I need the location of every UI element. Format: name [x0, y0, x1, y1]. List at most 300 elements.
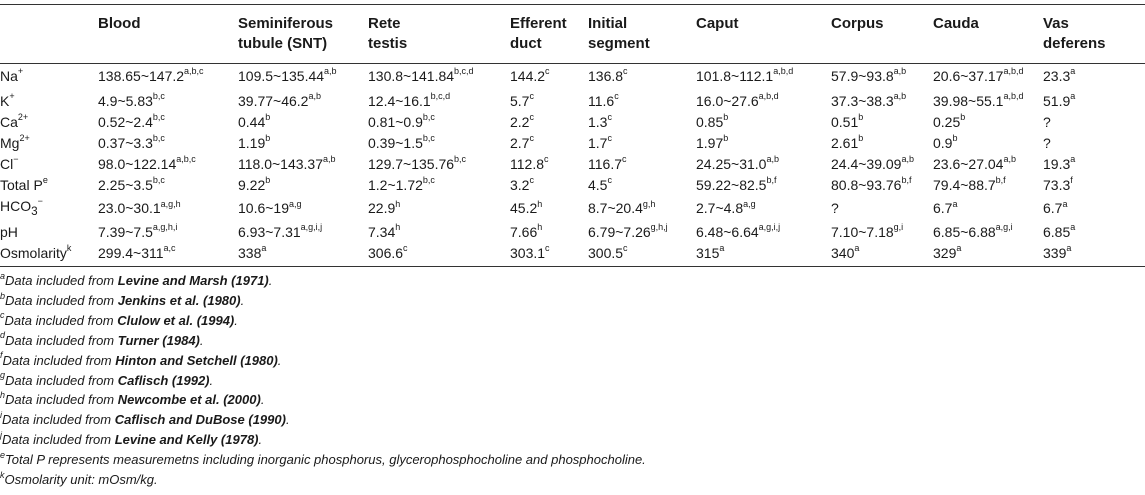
row-label-superscript: e	[42, 175, 48, 186]
cell-footnote-marks: a	[1066, 243, 1072, 254]
cell-footnote-marks: a	[1070, 91, 1076, 102]
cell-footnote-marks: a,b	[324, 66, 337, 77]
cell-value: 24.4~39.09	[831, 156, 902, 172]
cell-footnote-marks: c	[529, 112, 534, 123]
table-cell	[510, 154, 588, 175]
cell-footnote-marks: c	[622, 154, 627, 165]
footnote-reference: Caflisch (1992)	[117, 372, 210, 388]
cell-value: 4.9~5.83	[98, 93, 153, 109]
cell-footnote-marks: g,h,j	[650, 222, 668, 233]
footnote-text: Data included from	[2, 412, 115, 428]
table-cell	[588, 154, 696, 175]
row-label-text: Ca	[0, 114, 18, 130]
table-cell	[696, 196, 831, 222]
row-label-superscript: +	[9, 91, 15, 102]
cell-value: 138.65~147.2	[98, 68, 185, 84]
footnote-mark: b	[0, 290, 6, 301]
row-label-superscript: −	[37, 196, 43, 207]
cell-footnote-marks: c	[529, 91, 534, 102]
cell-value: 1.2~1.72	[368, 177, 423, 193]
cell-footnote-marks: c	[529, 175, 534, 186]
cell-footnote-marks: b	[265, 133, 271, 144]
cell-value: 300.5	[588, 244, 624, 261]
table-row	[0, 91, 1145, 112]
row-label	[0, 133, 98, 154]
footnote	[0, 371, 1145, 391]
cell-value: 338	[238, 244, 262, 261]
cell-footnote-marks: a,g,i,j	[758, 222, 781, 233]
cell-value: 0.51	[831, 114, 859, 130]
footnote-reference: Hinton and Setchell (1980)	[115, 352, 278, 368]
footnote-mark: k	[0, 469, 5, 480]
table-cell	[1043, 54, 1145, 91]
table-cell	[588, 91, 696, 112]
cell-value: 130.8~141.84	[368, 68, 455, 84]
footnote-end: .	[199, 332, 204, 348]
cell-footnote-marks: b	[723, 112, 729, 123]
table-cell	[98, 154, 238, 175]
table-cell	[238, 154, 368, 175]
footnote	[0, 271, 1145, 291]
cell-value: 1.7	[588, 135, 608, 151]
cell-footnote-marks: b	[858, 133, 864, 144]
cell-footnote-marks: b,f	[901, 175, 912, 186]
table-cell	[238, 175, 368, 196]
cell-value: 24.25~31.0	[696, 156, 767, 172]
table-cell	[368, 243, 510, 264]
cell-value: 2.2	[510, 114, 530, 130]
table-cell	[510, 133, 588, 154]
footnote	[0, 430, 1145, 450]
row-label-text: Na	[0, 68, 18, 84]
cell-value: ?	[831, 200, 839, 217]
cell-footnote-marks: b,c,d	[454, 66, 474, 77]
footnote-mark: e	[0, 449, 6, 460]
table-cell	[696, 54, 831, 91]
row-label-text: Mg	[0, 135, 20, 151]
cell-value: 57.9~93.8	[831, 68, 894, 84]
table-cell	[98, 133, 238, 154]
cell-footnote-marks: b,f	[766, 175, 777, 186]
table-row	[0, 175, 1145, 196]
table-cell	[696, 243, 831, 264]
cell-value: 2.7	[510, 135, 530, 151]
cell-value: 6.85~6.88	[933, 223, 996, 240]
footnote-end: .	[258, 432, 263, 448]
table-cell	[510, 175, 588, 196]
cell-value: 6.85	[1043, 223, 1071, 240]
column-header	[510, 5, 588, 54]
cell-value: 45.2	[510, 200, 538, 217]
row-label-superscript: +	[17, 66, 24, 77]
table-cell	[1043, 112, 1145, 133]
column-header-line2: segment	[588, 35, 650, 52]
footnote-end: .	[268, 273, 273, 288]
cell-footnote-marks: c	[607, 133, 612, 144]
footnote-mark: f	[0, 350, 3, 361]
row-label-text: pH	[0, 223, 18, 240]
row-label	[0, 196, 98, 222]
footnote	[0, 351, 1145, 371]
cell-value: 101.8~112.1	[696, 68, 774, 84]
cell-footnote-marks: b	[265, 175, 271, 186]
cell-value: 79.4~88.7	[933, 177, 996, 193]
column-header	[831, 5, 933, 54]
footnote-text: Data included from	[5, 392, 118, 408]
footnote-reference: Clulow et al. (1994)	[117, 312, 235, 328]
table-cell	[1043, 222, 1145, 243]
cell-footnote-marks: b	[723, 133, 729, 144]
footnote-mark: g	[0, 370, 6, 381]
column-header	[1043, 5, 1145, 54]
row-label-text: Cl	[0, 156, 14, 172]
cell-footnote-marks: c	[614, 91, 619, 102]
cell-value: 39.98~55.1	[933, 93, 1004, 109]
table-cell	[238, 243, 368, 264]
cell-footnote-marks: a,b,d	[1003, 91, 1024, 102]
cell-value: 0.44	[238, 114, 266, 130]
cell-footnote-marks: a	[956, 243, 962, 254]
cell-value: 80.8~93.76	[831, 177, 902, 193]
table-cell	[238, 54, 368, 91]
footnote-end: .	[260, 392, 265, 408]
cell-footnote-marks: a,b	[766, 154, 779, 165]
row-label	[0, 243, 98, 264]
cell-footnote-marks: c	[545, 243, 550, 254]
footnote-mark: i	[0, 410, 2, 421]
footnote-reference: Jenkins et al. (1980)	[117, 292, 241, 308]
table-cell	[831, 133, 933, 154]
cell-footnote-marks: a,b	[893, 91, 907, 102]
table-cell	[831, 91, 933, 112]
cell-value: 136.8	[588, 68, 624, 84]
cell-value: 340	[831, 244, 855, 261]
cell-footnote-marks: a	[1070, 222, 1076, 233]
cell-value: 22.9	[368, 200, 396, 217]
table-cell	[933, 175, 1043, 196]
footnote-mark: h	[0, 390, 6, 401]
footnote-text: Data included from	[5, 332, 118, 348]
cell-value: 7.66	[510, 223, 538, 240]
cell-value: 8.7~20.4	[588, 200, 643, 217]
row-label-text: Total P	[0, 177, 43, 193]
cell-footnote-marks: a,b	[323, 154, 336, 165]
footnote-text: Data included from	[2, 432, 115, 448]
row-label-text: K	[0, 93, 10, 109]
cell-footnote-marks: b,f	[995, 175, 1006, 186]
footnote-reference: Newcombe et al. (2000)	[117, 392, 261, 408]
table-cell	[510, 112, 588, 133]
footnote	[0, 470, 1145, 490]
table-cell	[98, 243, 238, 264]
table-cell	[831, 222, 933, 243]
cell-footnote-marks: a,b,d	[1003, 66, 1024, 77]
cell-footnote-marks: a,g	[289, 198, 302, 209]
column-header	[588, 5, 696, 54]
column-header-line1: Corpus	[831, 15, 884, 32]
cell-value: 144.2	[510, 68, 546, 84]
column-header-line1: Initial	[588, 15, 628, 32]
table-cell	[98, 54, 238, 91]
cell-value: 0.52~2.4	[98, 114, 153, 130]
row-label	[0, 175, 98, 196]
row-label-text: HCO	[0, 198, 32, 214]
cell-value: 19.3	[1043, 156, 1071, 172]
table-cell	[696, 133, 831, 154]
table-row	[0, 54, 1145, 91]
table-cell	[696, 175, 831, 196]
cell-footnote-marks: h	[537, 198, 543, 209]
cell-footnote-marks: c	[607, 175, 612, 186]
cell-value: 16.0~27.6	[696, 93, 759, 109]
cell-value: 0.81~0.9	[368, 114, 423, 130]
cell-footnote-marks: h	[537, 222, 543, 233]
cell-value: 73.3	[1043, 177, 1071, 193]
table-cell	[933, 54, 1043, 91]
column-header-line2: deferens	[1043, 35, 1106, 52]
cell-value: 0.39~1.5	[368, 135, 423, 151]
cell-value: ?	[1043, 114, 1051, 130]
table-cell	[696, 91, 831, 112]
table-cell	[933, 222, 1043, 243]
cell-value: 10.6~19	[238, 200, 289, 217]
cell-footnote-marks: b	[960, 112, 966, 123]
cell-footnote-marks: c	[623, 243, 628, 254]
footnote-mark: a	[0, 270, 6, 281]
row-label-superscript: 2+	[17, 112, 29, 123]
table-cell	[98, 91, 238, 112]
cell-footnote-marks: b,c	[422, 112, 435, 123]
cell-footnote-marks: a,g,h	[160, 198, 181, 209]
cell-footnote-marks: b,c	[422, 175, 435, 186]
cell-value: 109.5~135.44	[238, 68, 325, 84]
row-label	[0, 54, 98, 91]
cell-footnote-marks: b	[952, 133, 958, 144]
cell-value: 112.8	[510, 156, 544, 172]
table-cell	[588, 112, 696, 133]
header-row	[0, 5, 1145, 54]
cell-footnote-marks: g,h	[642, 198, 656, 209]
table-row	[0, 196, 1145, 222]
table-cell	[588, 54, 696, 91]
table-cell	[238, 133, 368, 154]
table-cell	[510, 222, 588, 243]
table-cell	[368, 222, 510, 243]
table-cell	[831, 196, 933, 222]
footnote-reference: Caflisch and DuBose (1990)	[114, 412, 286, 428]
cell-footnote-marks: b,c	[152, 112, 165, 123]
cell-value: 329	[933, 244, 957, 261]
cell-footnote-marks: a,g,i,j	[300, 222, 323, 233]
table-cell	[696, 222, 831, 243]
cell-footnote-marks: h	[395, 222, 401, 233]
table-cell	[933, 91, 1043, 112]
cell-footnote-marks: c	[544, 154, 549, 165]
row-label-text: Osmolarity	[0, 244, 67, 261]
column-header-line2: testis	[368, 35, 408, 52]
cell-footnote-marks: a,g	[743, 198, 756, 209]
column-header-line2: duct	[510, 35, 542, 52]
row-label	[0, 112, 98, 133]
row-label-superscript: 2+	[19, 133, 30, 144]
cell-footnote-marks: b,c	[152, 175, 165, 186]
cell-footnote-marks: h	[395, 198, 401, 209]
footnote-reference: Levine and Marsh (1971)	[117, 273, 269, 288]
cell-footnote-marks: b	[265, 112, 271, 123]
cell-footnote-marks: b,c	[152, 133, 165, 144]
cell-value: 4.5	[588, 177, 608, 193]
cell-value: 7.39~7.5	[98, 223, 153, 240]
cell-value: 118.0~143.37	[238, 156, 323, 172]
cell-footnote-marks: b	[858, 112, 864, 123]
cell-value: 6.48~6.64	[696, 223, 759, 240]
table-cell	[510, 91, 588, 112]
table-cell	[831, 154, 933, 175]
table-cell	[831, 243, 933, 264]
column-header-line1: Blood	[98, 15, 141, 32]
cell-value: 306.6	[368, 244, 404, 261]
table-cell	[98, 175, 238, 196]
footnote-text: Data included from	[5, 273, 118, 288]
table-cell	[1043, 133, 1145, 154]
cell-footnote-marks: a	[1062, 198, 1068, 209]
cell-value: 6.93~7.31	[238, 223, 301, 240]
cell-footnote-marks: b,c	[454, 154, 467, 165]
cell-footnote-marks: c	[545, 66, 550, 77]
cell-value: 116.7	[588, 156, 622, 172]
cell-value: 339	[1043, 244, 1067, 261]
cell-value: 7.10~7.18	[831, 223, 894, 240]
cell-footnote-marks: a	[261, 243, 267, 254]
footnote-mark: c	[0, 310, 5, 321]
cell-value: 2.25~3.5	[98, 177, 153, 193]
column-header-line2: tubule (SNT)	[238, 35, 328, 52]
footnote-text: Total P represents measuremetns including inorganic phosphorus, glycerophosphocholine and phosphocholine.	[5, 452, 646, 468]
cell-value: 315	[696, 244, 720, 261]
row-label-superscript: −	[13, 154, 19, 165]
cell-value: 129.7~135.76	[368, 156, 455, 172]
table-bottom-rule	[0, 266, 1145, 267]
cell-value: 12.4~16.1	[368, 93, 431, 109]
cell-footnote-marks: a,c	[163, 243, 176, 254]
table-cell	[588, 133, 696, 154]
table-cell	[98, 112, 238, 133]
cell-value: 299.4~311	[98, 244, 164, 261]
footnote-text: Osmolarity unit: mOsm/kg.	[4, 472, 158, 488]
footnote-reference: Levine and Kelly (1978)	[114, 432, 259, 448]
table-cell	[1043, 175, 1145, 196]
table-cell	[368, 112, 510, 133]
footnote	[0, 410, 1145, 430]
column-header	[238, 5, 368, 54]
cell-value: 23.6~27.04	[933, 156, 1004, 172]
cell-footnote-marks: a,b,c	[184, 66, 204, 77]
cell-footnote-marks: a	[1070, 66, 1076, 77]
table-cell	[238, 222, 368, 243]
table-cell	[98, 222, 238, 243]
table-cell	[238, 196, 368, 222]
cell-footnote-marks: a,g,h,i	[152, 222, 178, 233]
cell-value: 11.6	[588, 93, 615, 109]
row-label	[0, 222, 98, 243]
cell-value: 2.7~4.8	[696, 200, 744, 217]
cell-value: 0.9	[933, 135, 953, 151]
footnotes	[0, 271, 1145, 490]
table-cell	[696, 112, 831, 133]
table-cell	[1043, 154, 1145, 175]
cell-footnote-marks: a,b,d	[773, 66, 794, 77]
table-cell	[933, 112, 1043, 133]
cell-value: 303.1	[510, 244, 546, 261]
cell-footnote-marks: a	[1070, 154, 1076, 165]
cell-value: 9.22	[238, 177, 266, 193]
footnote-end: .	[277, 352, 282, 368]
cell-value: 6.7	[933, 200, 953, 217]
table-cell	[588, 243, 696, 264]
cell-footnote-marks: a	[952, 198, 958, 209]
table-cell	[1043, 243, 1145, 264]
cell-value: 23.0~30.1	[98, 200, 161, 217]
footnote	[0, 450, 1145, 470]
footnote-end: .	[285, 412, 290, 428]
table-cell	[588, 222, 696, 243]
cell-value: 5.7	[510, 93, 530, 109]
column-header-line1: Caput	[696, 15, 739, 32]
table-row	[0, 133, 1145, 154]
footnote	[0, 291, 1145, 311]
cell-value: 23.3	[1043, 68, 1071, 84]
cell-value: 0.37~3.3	[98, 135, 153, 151]
ion-composition-table	[0, 5, 1145, 264]
cell-footnote-marks: c	[607, 112, 612, 123]
cell-value: 37.3~38.3	[831, 93, 894, 109]
row-label	[0, 154, 98, 175]
cell-value: 39.77~46.2	[238, 93, 309, 109]
cell-footnote-marks: c	[403, 243, 408, 254]
cell-footnote-marks: a,b,d	[758, 91, 779, 102]
cell-value: 1.19	[238, 135, 266, 151]
table-cell	[368, 154, 510, 175]
column-header-line1: Vas	[1043, 15, 1069, 32]
column-header-line1: Efferent	[510, 15, 567, 32]
footnote-end: .	[209, 372, 214, 388]
table-cell	[831, 112, 933, 133]
column-header-line1: Rete	[368, 15, 401, 32]
table-row	[0, 112, 1145, 133]
cell-footnote-marks: c	[623, 66, 628, 77]
cell-footnote-marks: a	[854, 243, 860, 254]
column-header-line1: Cauda	[933, 15, 979, 32]
table-cell	[368, 133, 510, 154]
table-cell	[933, 196, 1043, 222]
column-header-line1: Seminiferous	[238, 15, 334, 32]
column-header	[98, 5, 238, 54]
table-cell	[933, 154, 1043, 175]
table-row	[0, 154, 1145, 175]
table-cell	[933, 133, 1043, 154]
cell-value: 6.79~7.26	[588, 223, 651, 240]
cell-footnote-marks: c	[529, 133, 534, 144]
cell-value: 7.34	[368, 223, 396, 240]
footnote	[0, 331, 1145, 351]
cell-footnote-marks: a,b	[893, 66, 907, 77]
cell-value: 59.22~82.5	[696, 177, 767, 193]
table-cell	[696, 154, 831, 175]
table-cell	[831, 54, 933, 91]
table-cell	[368, 175, 510, 196]
cell-value: 1.97	[696, 135, 724, 151]
cell-footnote-marks: f	[1070, 175, 1073, 186]
